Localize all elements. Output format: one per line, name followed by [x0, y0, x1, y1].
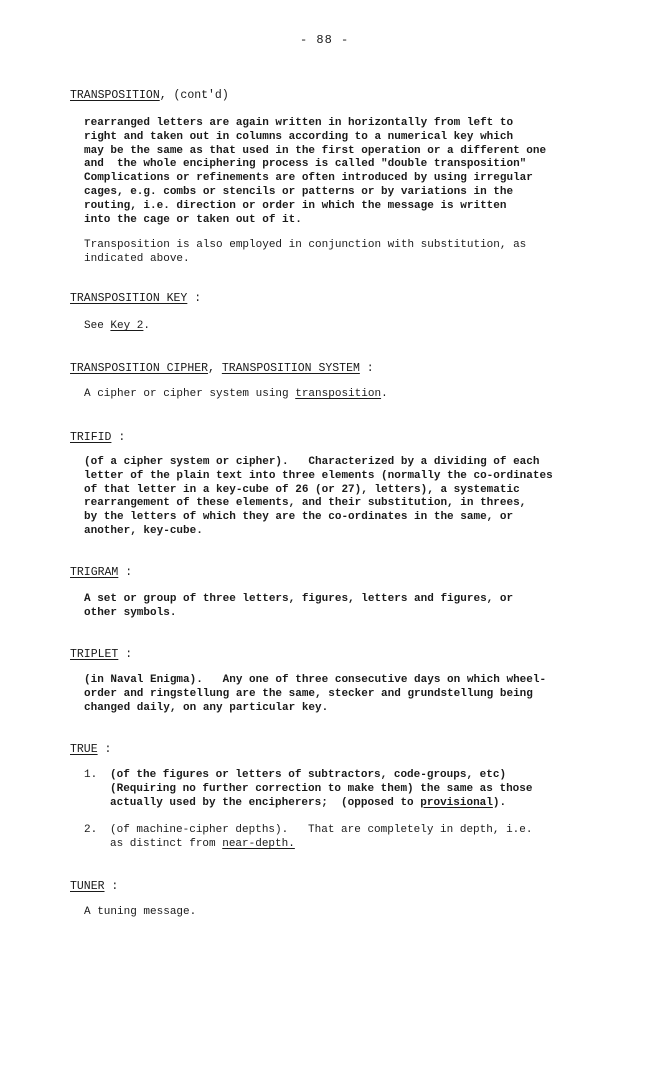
entry-heading-transposition-key: TRANSPOSITION KEY : — [70, 292, 202, 305]
cross-reference-transposition[interactable]: transposition — [295, 388, 382, 400]
term-transposition-system: TRANSPOSITION SYSTEM — [221, 362, 360, 375]
term-tuner: TUNER — [70, 880, 105, 893]
entry-heading-transposition-cipher: TRANSPOSITION CIPHER, TRANSPOSITION SYSTEM : — [70, 362, 374, 375]
cross-reference-near-depth[interactable]: near-depth. — [222, 837, 295, 850]
entry-heading-tuner: TUNER : — [70, 880, 119, 893]
entry-heading-triplet: TRIPLET : — [70, 648, 133, 661]
term-triplet: TRIPLET — [70, 648, 119, 661]
entry-heading-trigram: TRIGRAM : — [70, 566, 133, 579]
triplet-definition: (in Naval Enigma). Any one of three consecutive days on which wheel- order and ringstellung are the same, stecker and grundstellung being changed daily, on any particular key. — [84, 674, 547, 714]
trifid-definition: (of a cipher system or cipher). Characterized by a dividing of each letter of the plain text into three elements (normally the co-ordinates of that letter in a key-cube of 26 (or 27), letters), a systematic rearrangement of these elements, and their substitution, in threes, by the letters of which they are the co-ordinates in the same, or another, key-cube. — [84, 456, 553, 537]
transposition-key-definition: See Key 2. — [84, 320, 151, 332]
cross-reference-provisional[interactable]: provisional — [420, 796, 493, 809]
cross-reference-key-2[interactable]: Key 2 — [110, 320, 144, 332]
entry-heading-true: TRUE : — [70, 743, 112, 756]
entry-heading-trifid: TRIFID : — [70, 431, 126, 444]
true-item-1-number: 1. — [84, 769, 98, 781]
transposition-paragraph-2: Transposition is also employed in conjunction with substitution, as indicated above. — [84, 239, 527, 265]
entry-heading-transposition: TRANSPOSITION, (cont'd) — [70, 89, 229, 102]
transposition-paragraph-1: rearranged letters are again written in horizontally from left to right and taken out in columns according to a numerical key which may be the same as that used in the first operation or a different one and the whole enciphering process is called "double transposition" Complications or refinements are often introduced by using irregular cages, e.g. combs or stencils or patterns or by variations in the routing, i.e. direction or order in which the message is written into the cage or taken out of it. — [84, 117, 547, 226]
term-transposition-cipher: TRANSPOSITION CIPHER — [70, 362, 209, 375]
true-item-2-number: 2. — [84, 824, 98, 836]
true-item-1: (of the figures or letters of subtractors, code-groups, etc) (Requiring no further correction to make them) the same as those actually used by the encipherers; (opposed to provisional). — [110, 769, 533, 809]
term-transposition: TRANSPOSITION — [70, 89, 160, 102]
term-true: TRUE — [70, 743, 98, 756]
transposition-cipher-definition: A cipher or cipher system using transposition. — [84, 388, 388, 400]
tuner-definition: A tuning message. — [84, 906, 197, 918]
term-trifid: TRIFID — [70, 431, 112, 444]
true-item-2: (of machine-cipher depths). That are completely in depth, i.e. as distinct from near-depth. — [110, 824, 533, 850]
page-number: - 88 - — [300, 33, 350, 47]
term-transposition-key: TRANSPOSITION KEY — [70, 292, 188, 305]
term-trigram: TRIGRAM — [70, 566, 119, 579]
trigram-definition: A set or group of three letters, figures, letters and figures, or other symbols. — [84, 593, 514, 619]
